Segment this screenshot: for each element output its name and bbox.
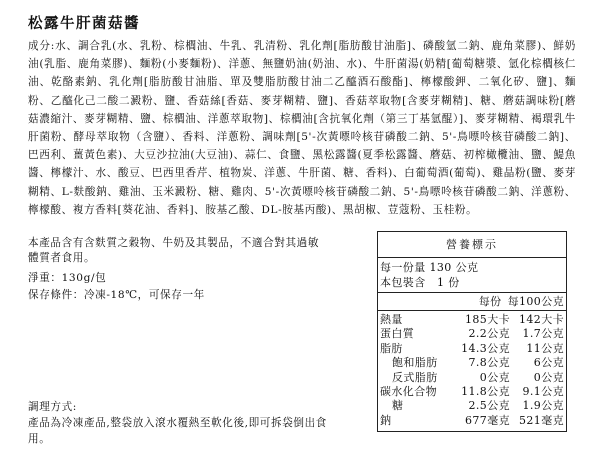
per-serving-value: 11.8公克 — [461, 385, 510, 399]
nutrient-label: 糖 — [392, 399, 404, 413]
serving-info — [378, 258, 566, 293]
nutrition-row-trans-fat — [378, 371, 566, 385]
nutrition-row-fat — [378, 342, 566, 356]
cooking-title: 調理方式: — [28, 401, 77, 413]
nutrient-label: 熱量 — [380, 313, 403, 326]
per-100g-value: 1.9公克 — [522, 399, 564, 413]
nutrient-label: 飽和脂肪 — [392, 356, 438, 370]
net-weight: 淨重：130g/包 — [28, 272, 107, 284]
nutrition-column-headers — [378, 293, 566, 311]
allergen-notice: 本產品含有含麩質之穀物、牛奶及其製品，不適合對其過敏體質者食用。 — [28, 237, 320, 264]
ingredients-list: 成分:水、調合乳(水、乳粉、棕櫚油、牛乳、乳清粉、乳化劑[脂肪酸甘油脂]、磷酸氫二鈉、鹿角菜膠)、鮮奶油(乳脂、鹿角菜膠)、麵粉(小麥麵粉)、洋蔥、無鹽奶油(奶油、水)、牛肝菌湯(奶精[葡萄糖漿、氫化棕櫚核仁油、乾酪素鈉、乳化劑[脂肪酸甘油脂、單及雙脂肪酸甘油二乙醯酒石酸酯]、檸檬酸鉀、二氧化矽、鹽]、麵粉、乙醯化己二酸二澱粉、鹽、香菇絲[香菇、麥芽糊精、鹽]、香菇萃取物[含麥芽糊精]、糖、蘑菇調味粉[蘑菇濃縮汁、麥芽糊精、鹽、棕櫚油、洋蔥萃取物]、棕櫚油[含抗氧化劑（第三丁基氫醌）]、麥芽糊精、褐環乳牛肝菌粉、酵母萃取物（含鹽）、香料、洋蔥粉、調味劑[5'-次黃嘌呤核苷磷酸二鈉、5'-鳥嘌呤核苷磷酸二鈉]、巴西利、薑黃色素)、大豆沙拉油(大豆油)、蒜仁、食鹽、黑松露醬(夏季松露醬、蘑菇、初榨橄欖油、鹽、鯷魚醬、檸檬汁、水、酸豆、巴西里香芹、植物炭、洋蔥、牛肝菌、糖、香料)、白葡萄酒(葡萄)、雞晶粉(鹽、麥芽糊精、L-麩酸鈉、雞油、玉米澱粉、糖、雞肉、5'-次黃嘌呤核苷磷酸二鈉、5'-鳥嘌呤核苷磷酸二鈉、洋蔥粉、檸檬酸、複方香料[葵花油、香料]、胺基乙酸、DL-胺基丙酸)、黑胡椒、荳蔻粉、玉桂粉。 — [28, 40, 576, 216]
product-title: 松露牛肝菌菇醬 — [28, 15, 140, 32]
product-info — [28, 270, 205, 304]
nutrition-row-saturated-fat — [378, 356, 566, 370]
per-serving-value: 0公克 — [479, 370, 510, 384]
nutrition-row-energy — [378, 313, 566, 327]
nutrition-rows — [378, 311, 566, 428]
serving-size: 每一份量 130 公克 — [380, 261, 479, 274]
nutrition-facts-table — [377, 231, 567, 432]
storage-conditions: 保存條件：冷凍-18℃，可保存一年 — [28, 289, 205, 301]
per-100g-value: 521毫克 — [519, 413, 564, 427]
per-100g-value: 11公克 — [526, 341, 564, 355]
nutrient-label: 反式脂肪 — [392, 370, 438, 384]
per-100g-value: 1.7公克 — [522, 327, 564, 341]
per-serving-value: 2.2公克 — [468, 327, 510, 341]
cooking-text: 產品為冷凍產品,整袋放入滾水覆熱至軟化後,即可拆袋倒出食用。 — [28, 417, 327, 445]
nutrition-row-protein — [378, 327, 566, 341]
per-100g-value: 6公克 — [533, 356, 564, 370]
per-serving-value: 185大卡 — [465, 313, 510, 326]
servings-per-pack: 本包裝含 1 份 — [380, 276, 460, 289]
nutrition-row-carbohydrate — [378, 385, 566, 399]
per-serving-value: 2.5公克 — [468, 399, 510, 413]
nutrient-label: 蛋白質 — [380, 327, 415, 341]
col-per-100g: 每100公克 — [507, 295, 564, 308]
per-serving-value: 677毫克 — [465, 413, 510, 427]
nutrient-label: 脂肪 — [380, 341, 403, 355]
nutrition-header: 營養標示 — [378, 232, 566, 258]
nutrition-row-sodium — [378, 414, 566, 428]
nutrient-label: 鈉 — [380, 413, 392, 427]
per-serving-value: 7.8公克 — [468, 356, 510, 370]
col-per-serving: 每份 — [478, 295, 502, 308]
nutrient-label: 碳水化合物 — [380, 385, 437, 399]
per-100g-value: 142大卡 — [519, 313, 564, 326]
per-serving-value: 14.3公克 — [461, 341, 510, 355]
nutrition-row-sugar — [378, 399, 566, 413]
cooking-instructions — [28, 399, 348, 447]
per-100g-value: 0公克 — [533, 370, 564, 384]
per-100g-value: 9.1公克 — [522, 385, 564, 399]
